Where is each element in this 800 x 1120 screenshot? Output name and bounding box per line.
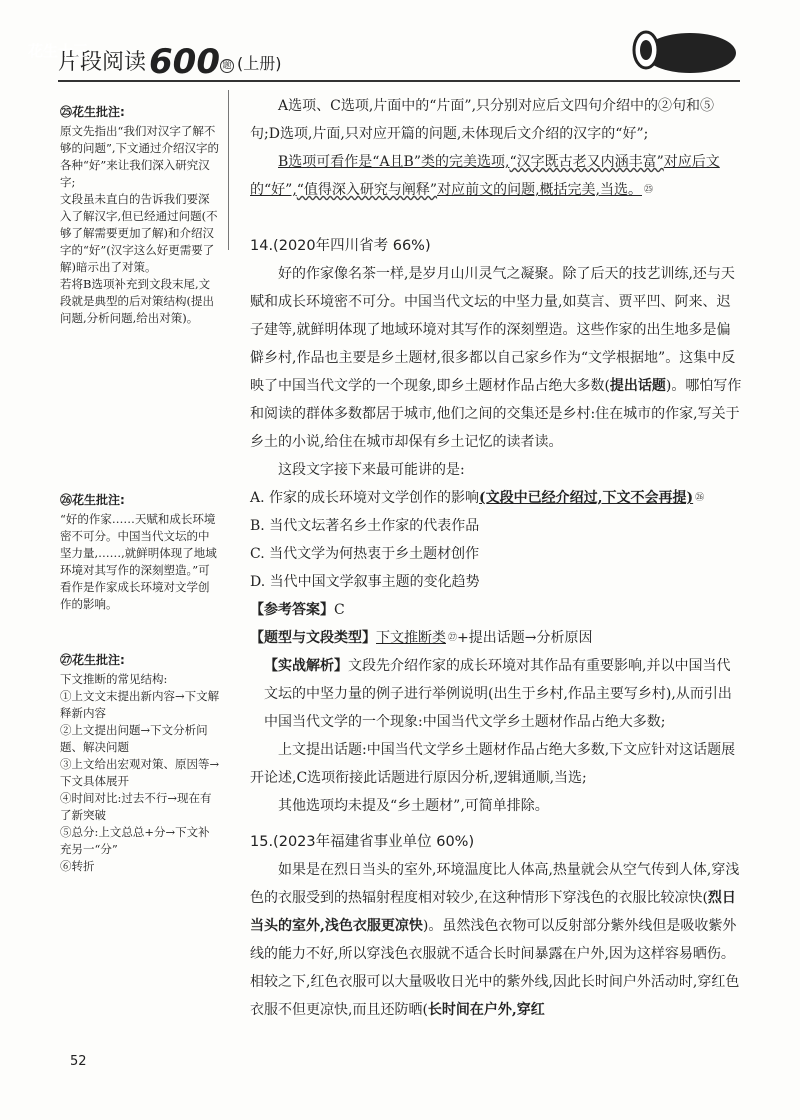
option-a[interactable] — [250, 484, 742, 512]
answer-label: 【参考答案】 — [250, 602, 334, 618]
option-a-text: A. 作家的成长环境对文学创作的影响 — [250, 490, 480, 506]
question-passage — [250, 856, 742, 1024]
side-note-label: ㉗花生批注: — [60, 653, 125, 667]
side-note-line: 下文推断的常见结构: — [60, 672, 168, 686]
book-title-number: 600 — [149, 42, 220, 82]
book-volume: (上册) — [237, 54, 282, 73]
side-note-line: 原文先指出“我们对汉字了解不够的问题”,下文通过介绍汉字的各种“好”来让我们深入研究汉字; — [60, 124, 220, 189]
prev-analysis-paragraph: A选项、C选项,片面中的“片面”,只分别对应后文四句介绍中的②句和⑤句;D选项,片面,只对应开篇的问题,未体现后文介绍的汉字的“好”; — [250, 98, 715, 142]
question-stem: 这段文字接下来最可能讲的是: — [278, 462, 465, 478]
passage-bold-text: 烈日当头的室外,浅色衣服更凉快 — [250, 890, 736, 934]
analysis-label: 【实战解析】 — [264, 658, 348, 674]
note-marker: ㉗ — [448, 633, 458, 643]
book-title-text: 片段阅读 — [58, 50, 147, 75]
prev-analysis-paragraph-b — [250, 148, 742, 204]
wavy-underline-text: “值得深入研究与阐释” — [296, 182, 438, 198]
book-title-suffix: 题 — [220, 59, 234, 73]
prev-analysis — [250, 92, 742, 204]
passage-text: )。哪怕写作和阅读的群体多数都居于城市,他们之间的交集还是乡村:住在城市的作家,写关于乡土的小说,给住在城市却保有乡土记忆的读者读。 — [250, 378, 742, 450]
option-a-note: (文段中已经介绍过,下文不会再提) — [479, 490, 694, 506]
question-header: 14.(2020年四川省考 66%) — [250, 238, 431, 254]
side-note-label: ㉕花生批注: — [60, 105, 125, 119]
underline-text: 对应后文的“好”, — [250, 154, 720, 198]
underline-text: B选项可看作是“A且B”类的完美选项, — [278, 154, 510, 170]
note-marker: ㉖ — [695, 493, 705, 503]
side-note-line: ④时间对比:过去不行→现在有了新突破 — [60, 791, 212, 822]
option-d[interactable]: D. 当代中国文学叙事主题的变化趋势 — [250, 574, 480, 590]
question-header: 15.(2023年福建省事业单位 60%) — [250, 834, 475, 850]
side-note-line: ⑥转折 — [60, 859, 95, 873]
analysis-text: 文段先介绍作家的成长环境对其作品有重要影响,并以中国当代文坛的中坚力量的例子进行举例说明(出生于乡村,作品主要写乡村),从而引出中国当代文学的一个现象:中国当代文学乡土题材作品占绝大多数; — [264, 658, 732, 730]
side-note-label: ㉖花生批注: — [60, 493, 125, 507]
page-number: 52 — [70, 1054, 87, 1069]
analysis-text: 上文提出话题:中国当代文学乡土题材作品占绝大多数,下文应针对这话题展开论述,C选项衔接此话题进行原因分析,逻辑通顺,当选; — [250, 742, 736, 786]
option-b[interactable]: B. 当代文坛著名乡土作家的代表作品 — [250, 518, 480, 534]
column-divider — [228, 90, 229, 250]
side-note-26 — [60, 492, 220, 613]
header-rule — [58, 80, 740, 82]
passage-bold-text: 长时间在户外,穿红 — [427, 1002, 545, 1018]
option-c[interactable]: C. 当代文学为何热衷于乡土题材创作 — [250, 546, 480, 562]
wavy-underline-text: “汉字既古老又内涵丰富” — [509, 154, 664, 170]
analysis-text: 其他选项均未提及“乡土题材”,可简单排除。 — [278, 798, 549, 814]
passage-text: 如果是在烈日当头的室外,环境温度比人体高,热量就会从空气传到人体,穿浅色的衣服受到的热辐射程度相对较少,在这种情形下穿浅色的衣服比较凉快( — [250, 862, 740, 906]
side-note-line: ③上文给出宏观对策、原因等→下文具体展开 — [60, 757, 220, 788]
passage-bold-text: 提出话题 — [609, 378, 666, 394]
answer-value: C — [334, 602, 345, 618]
type-value-rest: +提出话题→分析原因 — [457, 630, 593, 646]
answer-line — [250, 596, 742, 624]
question-15 — [250, 828, 742, 1024]
type-value: 下文推断类 — [376, 630, 446, 646]
question-14 — [250, 232, 742, 820]
side-note-line: ②上文提出问题→下文分析问题、解决问题 — [60, 723, 208, 754]
type-line — [250, 624, 742, 652]
underline-text: 对应前文的问题,概括完美,当选。 — [437, 182, 642, 198]
side-note-line: 若将B选项补充到文段末尾,文段就是典型的后对策结构(提出问题,分析问题,给出对策)。 — [60, 277, 214, 325]
note-marker: ㉕ — [644, 185, 654, 195]
side-note-25 — [60, 104, 220, 327]
side-note-line: ⑤总分:上文总总+分→下文补充另一“分” — [60, 825, 210, 856]
question-passage — [250, 260, 742, 456]
type-label: 【题型与文段类型】 — [250, 630, 376, 646]
side-note-27 — [60, 652, 220, 875]
brand-text: 花生十三 — [28, 42, 89, 60]
passage-text: )。虽然浅色衣物可以反射部分紫外线但是吸收紫外线的能力不好,所以穿浅色衣服就不适合长时间暴露在户外,因为这样容易晒伤。相较之下,红色衣服可以大量吸收日光中的紫外线,因此长时间户外活动时,穿红色衣服不但更凉快,而且还防晒( — [250, 918, 740, 1018]
side-note-line: “好的作家……天赋和成长环境密不可分。中国当代文坛的中坚力量,……,就鲜明体现了地域环境对其写作的深刻塑造。”可看作是作家成长环境对文学创作的影响。 — [60, 512, 217, 611]
analysis-paragraph — [264, 652, 742, 736]
side-note-line: ①上文文末提出新内容→下文解释新内容 — [60, 689, 220, 720]
page-header — [0, 0, 800, 82]
passage-text: 好的作家像名茶一样,是岁月山川灵气之凝聚。除了后天的技艺训练,还与天赋和成长环境密不可分。中国当代文坛的中坚力量,如莫言、贾平凹、阿来、迟子建等,就鲜明体现了地域环境对其写作的深刻塑造。这些作家的出生地多是偏僻乡村,作品也主要是乡土题材,很多都以自己家乡作为“文学根据地”。这集中反映了中国当代文学的一个现象,即乡土题材作品占绝大多数( — [250, 266, 736, 394]
side-note-line: 文段虽未直白的告诉我们要深入了解汉字,但已经通过问题(不够了解需要更加了解)和介绍汉字的“好”(汉字这么好更需要了解)暗示出了对策。 — [60, 192, 218, 274]
